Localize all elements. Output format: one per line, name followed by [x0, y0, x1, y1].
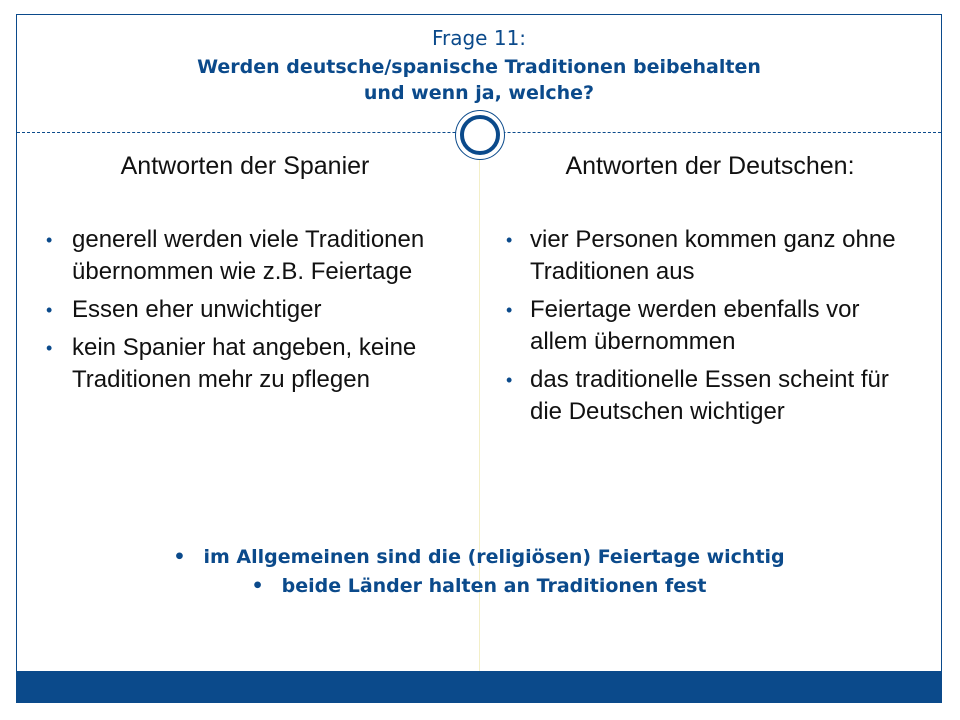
spanish-answers-list	[40, 224, 450, 396]
question-title-line-1: Werden deutsche/spanische Traditionen beibehalten	[197, 56, 761, 78]
list-item-text: das traditionelle Essen scheint für die Deutschen wichtiger	[530, 366, 889, 425]
german-answers-column	[500, 148, 920, 434]
list-item	[500, 224, 920, 288]
bullet-icon: •	[506, 230, 513, 250]
list-item	[40, 332, 450, 396]
list-item-text: Feiertage werden ebenfalls vor allem übernommen	[530, 296, 860, 355]
list-item-text: vier Personen kommen ganz ohne Traditionen aus	[530, 226, 896, 285]
question-title	[17, 54, 941, 106]
spanish-answers-heading: Antworten der Spanier	[120, 152, 370, 180]
spanish-answers-column	[40, 148, 450, 402]
german-answers-heading: Antworten der Deutschen:	[565, 152, 855, 180]
ring-ornament-icon	[455, 110, 505, 160]
list-item	[40, 224, 450, 288]
list-item	[500, 364, 920, 428]
list-item-text: kein Spanier hat angeben, keine Traditionen mehr zu pflegen	[72, 334, 417, 393]
bullet-icon: •	[46, 338, 53, 358]
bullet-icon: •	[46, 300, 53, 320]
bullet-icon: •	[251, 575, 264, 597]
list-item-text: generell werden viele Traditionen übernommen wie z.B. Feiertage	[72, 226, 425, 285]
conclusion-text: beide Länder halten an Traditionen fest	[281, 575, 707, 597]
conclusion-item	[17, 543, 941, 572]
conclusion-text: im Allgemeinen sind die (religiösen) Feiertage wichtig	[203, 546, 785, 568]
german-answers-list	[500, 224, 920, 428]
list-item-text: Essen eher unwichtiger	[72, 296, 322, 323]
conclusion-item	[17, 572, 941, 601]
bullet-icon: •	[46, 230, 53, 250]
question-title-line-2: und wenn ja, welche?	[363, 82, 595, 104]
list-item	[40, 294, 450, 326]
bullet-icon: •	[506, 370, 513, 390]
footer-bar	[17, 671, 941, 702]
list-item	[500, 294, 920, 358]
conclusions	[17, 543, 941, 601]
bullet-icon: •	[506, 300, 513, 320]
question-number: Frage 11:	[431, 26, 527, 50]
bullet-icon: •	[173, 546, 186, 568]
